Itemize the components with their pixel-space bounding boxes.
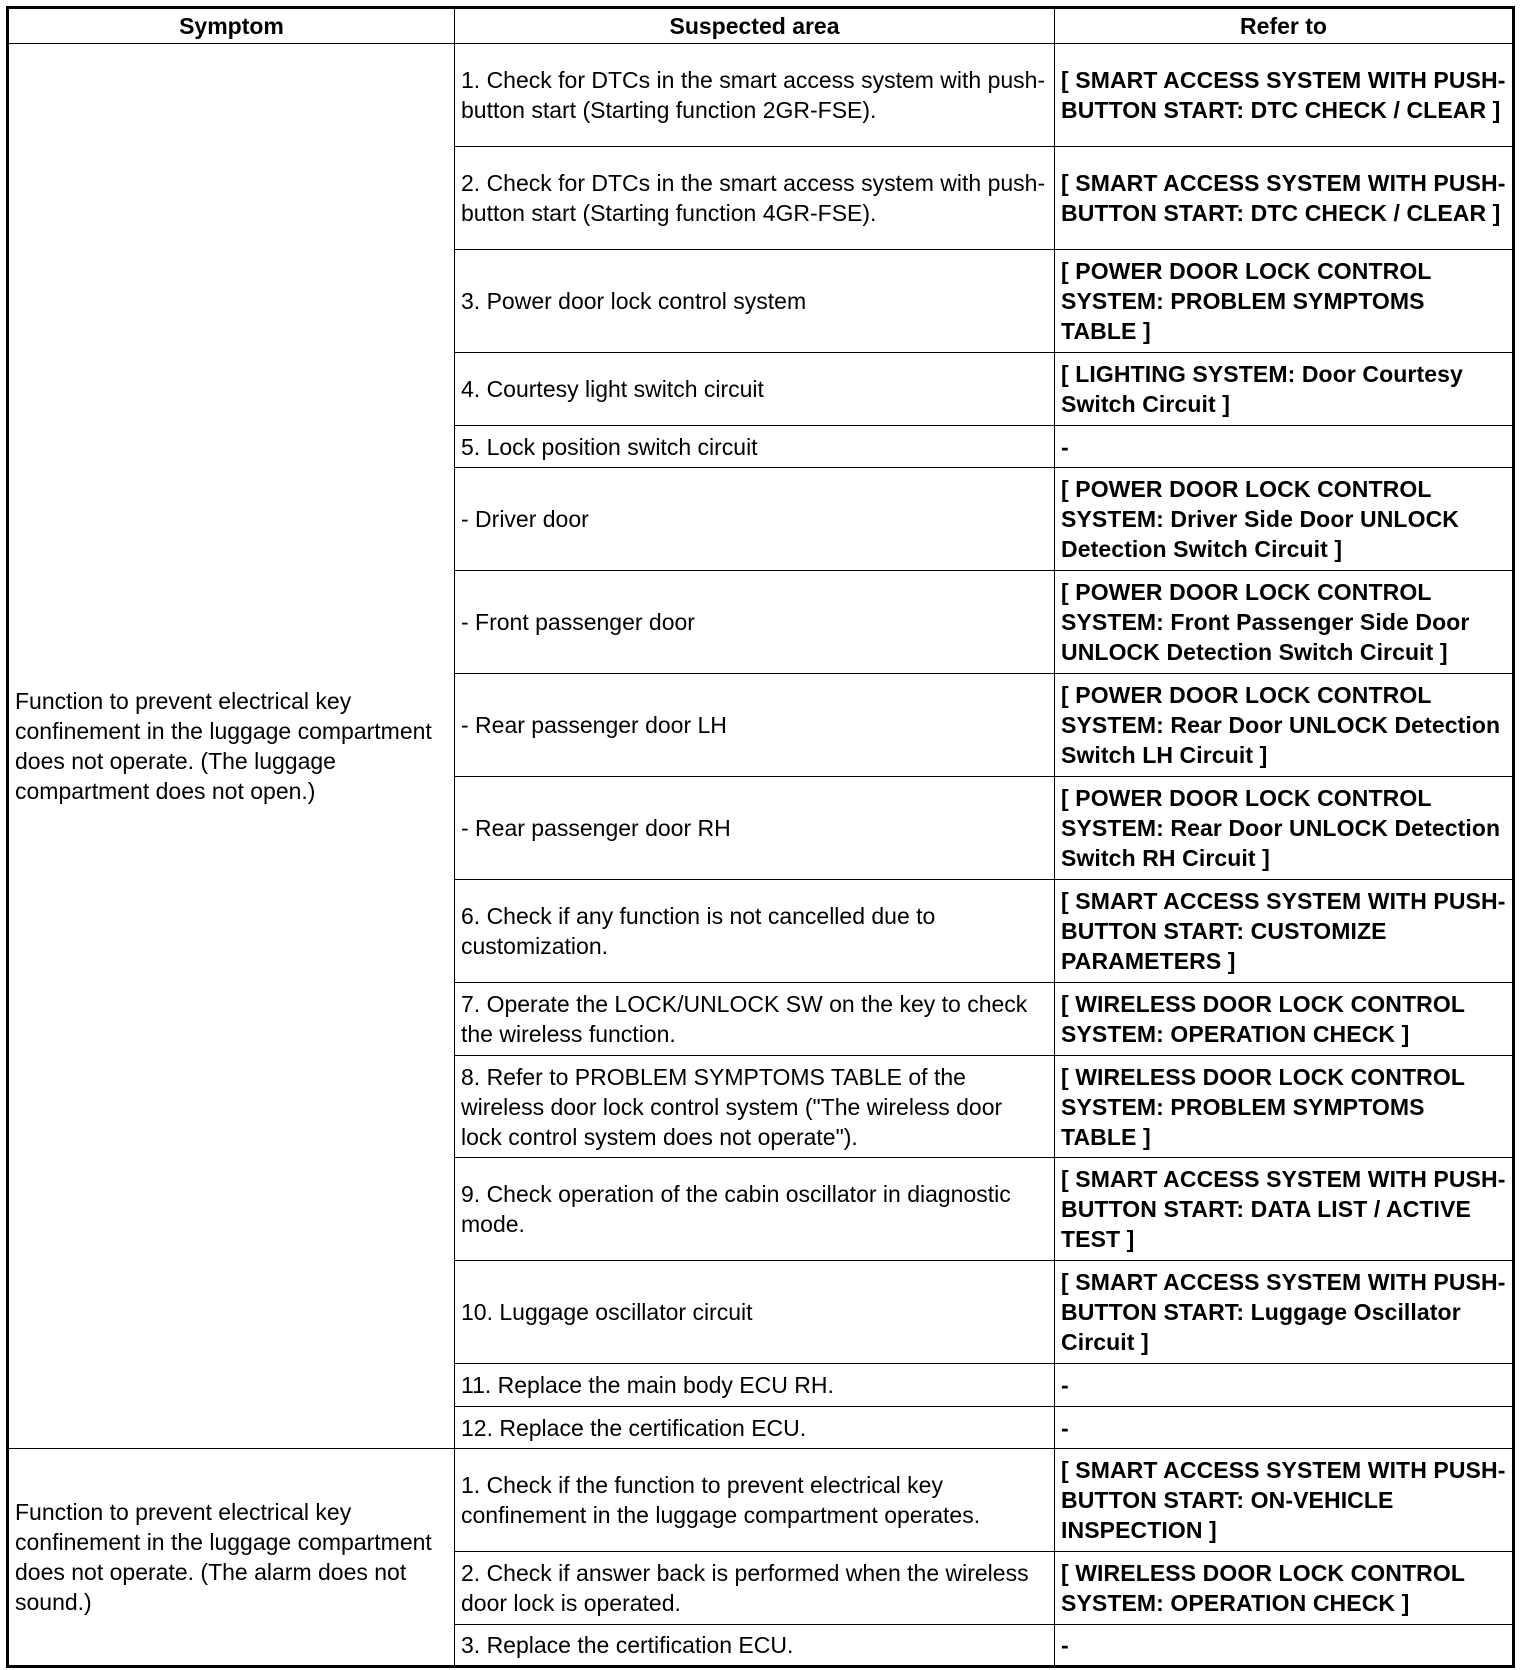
- refer-to-cell: [ POWER DOOR LOCK CONTROL SYSTEM: Driver Side Door UNLOCK Detection Switch Circuit ]: [1055, 468, 1514, 571]
- refer-to-cell: -: [1055, 1625, 1514, 1667]
- refer-to-cell: [ SMART ACCESS SYSTEM WITH PUSH-BUTTON START: DTC CHECK / CLEAR ]: [1055, 147, 1514, 250]
- suspected-area-cell: 6. Check if any function is not cancelled due to customization.: [455, 880, 1055, 983]
- refer-to-cell: [ SMART ACCESS SYSTEM WITH PUSH-BUTTON START: DTC CHECK / CLEAR ]: [1055, 44, 1514, 147]
- suspected-area-cell: 12. Replace the certification ECU.: [455, 1407, 1055, 1449]
- suspected-area-cell: 5. Lock position switch circuit: [455, 426, 1055, 468]
- suspected-area-cell: 2. Check if answer back is performed when the wireless door lock is operated.: [455, 1552, 1055, 1625]
- refer-to-cell: -: [1055, 426, 1514, 468]
- column-header-suspected-area: Suspected area: [455, 8, 1055, 44]
- column-header-symptom: Symptom: [8, 8, 455, 44]
- refer-to-cell: [ SMART ACCESS SYSTEM WITH PUSH-BUTTON START: DATA LIST / ACTIVE TEST ]: [1055, 1158, 1514, 1261]
- refer-to-cell: [ SMART ACCESS SYSTEM WITH PUSH-BUTTON START: ON-VEHICLE INSPECTION ]: [1055, 1449, 1514, 1552]
- suspected-area-cell: - Rear passenger door RH: [455, 777, 1055, 880]
- refer-to-cell: [ WIRELESS DOOR LOCK CONTROL SYSTEM: PROBLEM SYMPTOMS TABLE ]: [1055, 1056, 1514, 1158]
- suspected-area-cell: 4. Courtesy light switch circuit: [455, 353, 1055, 426]
- refer-to-cell: -: [1055, 1364, 1514, 1407]
- refer-to-cell: -: [1055, 1407, 1514, 1449]
- refer-to-cell: [ WIRELESS DOOR LOCK CONTROL SYSTEM: OPERATION CHECK ]: [1055, 1552, 1514, 1625]
- suspected-area-cell: - Rear passenger door LH: [455, 674, 1055, 777]
- suspected-area-cell: 10. Luggage oscillator circuit: [455, 1261, 1055, 1364]
- suspected-area-cell: 3. Power door lock control system: [455, 250, 1055, 353]
- refer-to-cell: [ WIRELESS DOOR LOCK CONTROL SYSTEM: OPERATION CHECK ]: [1055, 983, 1514, 1056]
- suspected-area-cell: 2. Check for DTCs in the smart access system with push-button start (Starting function 4GR-FSE).: [455, 147, 1055, 250]
- suspected-area-cell: 1. Check for DTCs in the smart access system with push-button start (Starting function 2GR-FSE).: [455, 44, 1055, 147]
- table-row: [8, 44, 1514, 147]
- suspected-area-cell: 8. Refer to PROBLEM SYMPTOMS TABLE of the wireless door lock control system ("The wireless door lock control system does not operate").: [455, 1056, 1055, 1158]
- refer-to-cell: [ POWER DOOR LOCK CONTROL SYSTEM: Front Passenger Side Door UNLOCK Detection Switch Circuit ]: [1055, 571, 1514, 674]
- table-header-row: [8, 8, 1514, 44]
- problem-symptoms-table: [6, 6, 1515, 1668]
- symptom-cell: Function to prevent electrical key confinement in the luggage compartment does not operate. (The luggage compartment does not open.): [8, 44, 455, 1449]
- suspected-area-cell: 11. Replace the main body ECU RH.: [455, 1364, 1055, 1407]
- suspected-area-cell: - Driver door: [455, 468, 1055, 571]
- refer-to-cell: [ SMART ACCESS SYSTEM WITH PUSH-BUTTON START: Luggage Oscillator Circuit ]: [1055, 1261, 1514, 1364]
- symptom-cell: Function to prevent electrical key confinement in the luggage compartment does not operate. (The alarm does not sound.): [8, 1449, 455, 1667]
- suspected-area-cell: 3. Replace the certification ECU.: [455, 1625, 1055, 1667]
- suspected-area-cell: 9. Check operation of the cabin oscillator in diagnostic mode.: [455, 1158, 1055, 1261]
- refer-to-cell: [ SMART ACCESS SYSTEM WITH PUSH-BUTTON START: CUSTOMIZE PARAMETERS ]: [1055, 880, 1514, 983]
- refer-to-cell: [ POWER DOOR LOCK CONTROL SYSTEM: Rear Door UNLOCK Detection Switch LH Circuit ]: [1055, 674, 1514, 777]
- suspected-area-cell: 7. Operate the LOCK/UNLOCK SW on the key to check the wireless function.: [455, 983, 1055, 1056]
- table-row: [8, 1449, 1514, 1552]
- suspected-area-cell: 1. Check if the function to prevent electrical key confinement in the luggage compartment operates.: [455, 1449, 1055, 1552]
- refer-to-cell: [ LIGHTING SYSTEM: Door Courtesy Switch Circuit ]: [1055, 353, 1514, 426]
- column-header-refer-to: Refer to: [1055, 8, 1514, 44]
- refer-to-cell: [ POWER DOOR LOCK CONTROL SYSTEM: Rear Door UNLOCK Detection Switch RH Circuit ]: [1055, 777, 1514, 880]
- suspected-area-cell: - Front passenger door: [455, 571, 1055, 674]
- refer-to-cell: [ POWER DOOR LOCK CONTROL SYSTEM: PROBLEM SYMPTOMS TABLE ]: [1055, 250, 1514, 353]
